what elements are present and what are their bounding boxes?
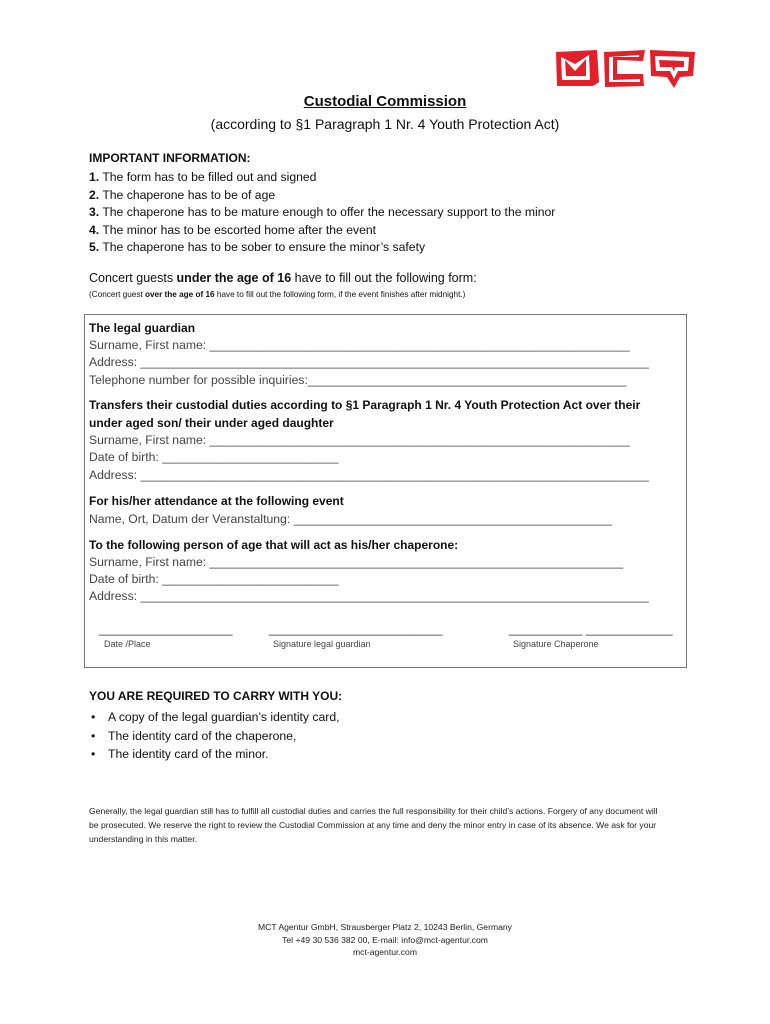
minor-address-field[interactable]: Address: ___________________________________________________________________________ — [89, 468, 649, 482]
footer-address: MCT Agentur GmbH, Strausberger Platz 2, 10243 Berlin, Germany — [258, 922, 512, 932]
important-item: 1. The form has to be filled out and signed — [89, 170, 317, 184]
chaperone-surname-field[interactable]: Surname, First name: _____________________________________________________________ — [89, 555, 624, 569]
guardian-signature-line[interactable]: __________________________ — [269, 622, 443, 636]
chaperone-signature-line[interactable]: ___________ _____________ — [509, 622, 673, 636]
important-item: 3. The chaperone has to be mature enough to offer the necessary support to the minor — [89, 205, 556, 220]
guardian-phone-field[interactable]: Telephone number for possible inquiries:_______________________________________________ — [89, 373, 627, 387]
concert-note-small: (Concert guest over the age of 16 have to fill out the following form, if the event finishes after midnight.) — [89, 290, 466, 299]
carry-item: • The identity card of the minor. — [89, 745, 339, 764]
footer — [0, 921, 770, 959]
mct-logo — [553, 46, 698, 90]
carry-list — [89, 708, 339, 764]
event-field[interactable]: Name, Ort, Datum der Veranstaltung: _______________________________________________ — [89, 512, 613, 526]
carry-heading: YOU ARE REQUIRED TO CARRY WITH YOU: — [89, 689, 343, 703]
chaperone-heading: To the following person of age that will act as his/her chaperone: — [89, 538, 459, 552]
carry-item: • The identity card of the chaperone, — [89, 727, 339, 746]
carry-item: • A copy of the legal guardian’s identity card, — [89, 708, 339, 727]
event-heading: For his/her attendance at the following event — [89, 494, 344, 508]
important-item: 4. The minor has to be escorted home after the event — [89, 222, 377, 237]
page-subtitle: (according to §1 Paragraph 1 Nr. 4 Youth Protection Act) — [210, 116, 560, 132]
concert-note: Concert guests under the age of 16 have to fill out the following form: — [89, 271, 477, 285]
important-list — [89, 169, 555, 257]
chaperone-address-field[interactable]: Address: ___________________________________________________________________________ — [89, 589, 649, 603]
guardian-surname-field[interactable]: Surname, First name: ______________________________________________________________ — [89, 338, 630, 352]
important-item: 5. The chaperone has to be sober to ensure the minor’s safety — [89, 240, 426, 255]
footer-website: mct-agentur.com — [353, 947, 417, 957]
footer-contact: Tel +49 30 536 382 00, E-mail: info@mct-agentur.com — [282, 934, 488, 945]
date-place-caption: Date /Place — [104, 639, 151, 649]
mct-logo-graphic — [553, 46, 698, 90]
page-title: Custodial Commission — [303, 93, 467, 110]
minor-dob-field[interactable]: Date of birth: __________________________ — [89, 450, 339, 464]
chaperone-signature-caption: Signature Chaperone — [513, 639, 599, 649]
important-item: 2. The chaperone has to be of age — [89, 187, 276, 202]
transfer-heading-line1: Transfers their custodial duties according to §1 Paragraph 1 Nr. 4 Youth Protection Act over their — [89, 398, 641, 412]
disclaimer-text: Generally, the legal guardian still has to fulfill all custodial duties and carries the full responsibility for their child’s actions. Forgery of any document will be prosecuted. We reserve the right to review the Custodial Commission at any time and deny the minor entry in case of its absence. We ask for your understanding in this matter. — [89, 806, 658, 844]
minor-surname-field[interactable]: Surname, First name: ______________________________________________________________ — [89, 433, 630, 447]
guardian-heading: The legal guardian — [89, 321, 196, 335]
date-place-line[interactable]: ____________________ — [99, 622, 233, 636]
transfer-heading-line2: under aged son/ their under aged daughter — [89, 416, 334, 430]
chaperone-dob-field[interactable]: Date of birth: __________________________ — [89, 572, 339, 586]
guardian-address-field[interactable]: Address: ___________________________________________________________________________ — [89, 355, 649, 369]
important-heading: IMPORTANT INFORMATION: — [89, 151, 251, 165]
guardian-signature-caption: Signature legal guardian — [273, 639, 371, 649]
